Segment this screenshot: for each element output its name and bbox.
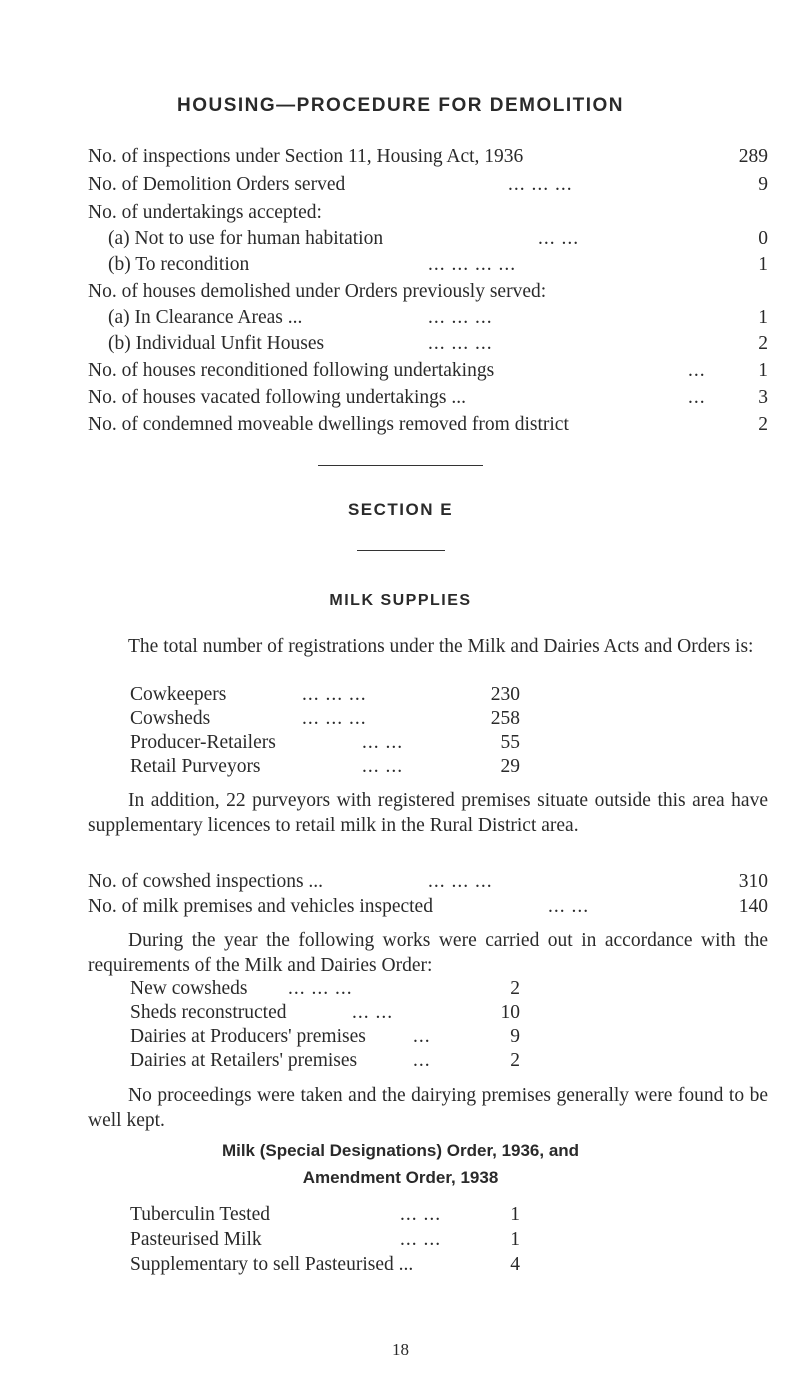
works-row-producers-premises [130, 1025, 520, 1049]
row-dots: ... [688, 387, 706, 408]
designation-row-supplementary [130, 1253, 520, 1277]
row-value: 55 [500, 732, 520, 753]
milk-supplies-heading: MILK SUPPLIES [329, 592, 472, 609]
housing-row-vacated [88, 386, 768, 410]
row-label: Cowsheds [130, 708, 211, 729]
row-dots: ... ... ... [302, 684, 367, 705]
row-label: (a) In Clearance Areas ... [108, 307, 303, 328]
row-value: 1 [510, 1204, 520, 1225]
row-dots: ... ... [352, 1002, 394, 1023]
works-row-sheds-reconstructed [130, 1001, 520, 1025]
housing-row-demolition-orders [88, 173, 768, 197]
row-dots: ... ... [362, 732, 404, 753]
registrations-intro: The total number of registrations under the Milk and Dairies Acts and Orders is: [128, 636, 754, 657]
row-label: New cowsheds [130, 978, 248, 999]
row-label: (b) Individual Unfit Houses [108, 333, 325, 354]
row-dots: ... ... [548, 896, 590, 917]
row-label: No. of undertakings accepted: [88, 202, 322, 223]
designation-row-tuberculin [130, 1203, 520, 1227]
row-value: 258 [490, 708, 520, 729]
row-dots: ... ... [400, 1204, 442, 1225]
housing-row-demolished [88, 280, 768, 304]
row-label: No. of milk premises and vehicles inspected [88, 896, 433, 917]
row-value: 4 [510, 1254, 520, 1275]
row-value: 2 [758, 333, 768, 354]
row-value: 310 [738, 871, 768, 892]
row-value: 1 [758, 360, 768, 381]
section-heading: SECTION E [347, 500, 454, 519]
page-number: 18 [392, 1340, 409, 1359]
row-label: (a) Not to use for human habitation [108, 228, 384, 249]
row-label: No. of condemned moveable dwellings removed from district [88, 414, 569, 435]
housing-row-reconditioned [88, 359, 768, 383]
row-dots: ... ... ... [288, 978, 353, 999]
row-label: Dairies at Producers' premises [130, 1026, 366, 1047]
row-value: 1 [758, 254, 768, 275]
row-dots: ... [413, 1050, 431, 1071]
row-label: Retail Purveyors [130, 756, 261, 777]
registration-row-cowkeepers [130, 683, 520, 707]
row-label: Dairies at Retailers' premises [130, 1050, 358, 1071]
row-value: 2 [510, 978, 520, 999]
housing-row-unfit-houses [108, 332, 768, 356]
designations-heading: Milk (Special Designations) Order, 1936, and [221, 1141, 580, 1160]
row-value: 9 [758, 174, 768, 195]
registration-row-producer-retailers [130, 731, 520, 755]
works-row-retailers-premises [130, 1049, 520, 1073]
row-value: 2 [758, 414, 768, 435]
row-dots: ... ... ... [428, 307, 493, 328]
divider [318, 465, 483, 466]
housing-row-undertakings [88, 201, 768, 225]
addition-paragraph: In addition, 22 purveyors with registered premises situate outside this area have supplementary licences to retail milk in the Rural District area. [88, 790, 768, 836]
row-label: Cowkeepers [130, 684, 227, 705]
housing-row-recondition [108, 253, 768, 277]
divider [357, 550, 445, 551]
row-label: Tuberculin Tested [130, 1204, 271, 1225]
row-dots: ... [688, 360, 706, 381]
row-value: 1 [758, 307, 768, 328]
row-label: No. of Demolition Orders served [88, 174, 346, 195]
row-label: No. of houses vacated following undertakings ... [88, 387, 467, 408]
row-dots: ... ... ... ... [428, 254, 517, 275]
row-value: 9 [510, 1026, 520, 1047]
row-value: 289 [738, 146, 768, 167]
row-value: 230 [490, 684, 520, 705]
row-dots: ... ... ... [428, 871, 493, 892]
row-label: Pasteurised Milk [130, 1229, 262, 1250]
housing-row-not-to-use [108, 227, 768, 251]
row-label: No. of houses demolished under Orders previously served: [88, 281, 547, 302]
row-dots: ... [413, 1026, 431, 1047]
row-label: No. of houses reconditioned following undertakings [88, 360, 495, 381]
row-label: No. of cowshed inspections ... [88, 871, 324, 892]
designations-subheading: Amendment Order, 1938 [302, 1168, 499, 1187]
designation-row-pasteurised [130, 1228, 520, 1252]
row-value: 10 [500, 1002, 520, 1023]
proceedings-paragraph: No proceedings were taken and the dairying premises generally were found to be well kept. [88, 1085, 768, 1131]
row-dots: ... ... [400, 1229, 442, 1250]
row-value: 29 [500, 756, 520, 777]
row-label: Supplementary to sell Pasteurised ... [130, 1254, 414, 1275]
row-value: 2 [510, 1050, 520, 1071]
row-value: 3 [758, 387, 768, 408]
registration-row-cowsheds [130, 707, 520, 731]
row-dots: ... ... [538, 228, 580, 249]
housing-row-moveable-dwellings [88, 413, 768, 437]
registration-row-retail-purveyors [130, 755, 520, 779]
housing-row-inspections [88, 145, 768, 169]
row-value: 0 [758, 228, 768, 249]
row-dots: ... ... ... [508, 174, 573, 195]
row-label: Sheds reconstructed [130, 1002, 287, 1023]
row-dots: ... ... [362, 756, 404, 777]
row-dots: ... ... ... [428, 333, 493, 354]
row-value: 1 [510, 1229, 520, 1250]
inspection-row-cowshed [88, 870, 768, 894]
row-label: Producer-Retailers [130, 732, 276, 753]
row-value: 140 [738, 896, 768, 917]
row-dots: ... ... ... [302, 708, 367, 729]
inspection-row-premises [88, 895, 768, 919]
housing-row-clearance-areas [108, 306, 768, 330]
works-intro: During the year the following works were carried out in accordance with the requirements of the Milk and Dairies Order: [88, 930, 768, 976]
works-row-new-cowsheds [130, 977, 520, 1001]
row-label: No. of inspections under Section 11, Housing Act, 1936 [88, 146, 524, 167]
row-label: (b) To recondition [108, 254, 250, 275]
page-title: HOUSING—PROCEDURE FOR DEMOLITION [176, 95, 624, 116]
